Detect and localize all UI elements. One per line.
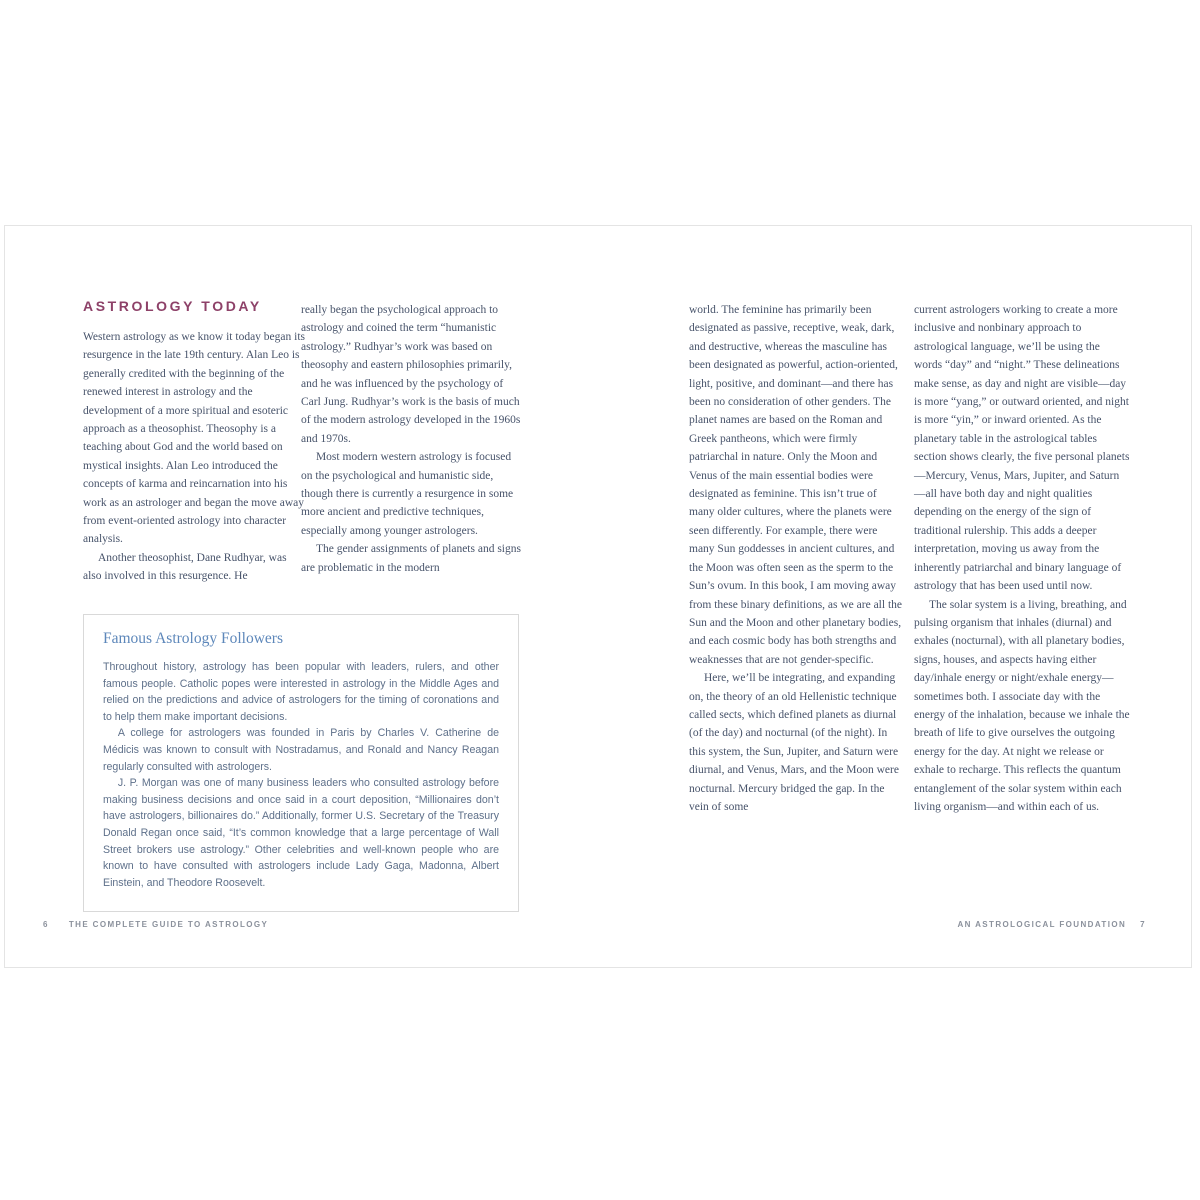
running-footer-title: AN ASTROLOGICAL FOUNDATION bbox=[957, 920, 1127, 929]
paragraph: Most modern western astrology is focused on the psychological and humanistic side, though there is currently a resurgence in some more ancient and predictive techniques, especially among younger astrologers. bbox=[301, 451, 514, 537]
left-column-2 bbox=[301, 301, 522, 577]
paragraph: A college for astrologers was founded in Paris by Charles V. Catherine de Médicis was known to consult with Nostradamus, and Ronald and Nancy Reagan regularly consulted with astrologers. bbox=[103, 727, 499, 773]
paragraph: Throughout history, astrology has been popular with leaders, rulers, and other famous people. Catholic popes were interested in astrology in the Middle Ages and relied on the predictions and advice of astrologers for the timing of coronations and to help them make important decisions. bbox=[103, 661, 499, 723]
paragraph: The solar system is a living, breathing, and pulsing organism that inhales (diurnal) and exhales (nocturnal), with all planetary bodies, signs, houses, and aspects having either day/inhale energy or night/exhale energy—sometimes both. I associate day with the energy of the inhalation, because we inhale the breath of life to give ourselves the outgoing energy for the day. At night we release or exhale to recharge. This reflects the quantum entanglement of the solar system within each living organism—and within each of us. bbox=[914, 598, 1130, 813]
famous-followers-box bbox=[83, 614, 519, 912]
book-spread bbox=[4, 225, 1192, 968]
paragraph: current astrologers working to create a more inclusive and nonbinary approach to astrological language, we’ll be using the words “day” and “night.” These delineations make sense, as day and night are visible—day is more “yang,” or outward oriented, and night is more “yin,” or inward oriented. As the planetary table in the astrological tables section shows clearly, the five personal planets—Mercury, Venus, Mars, Jupiter, and Saturn—all have both day and night qualities depending on the energy of the sign of traditional rulership. This adds a deeper interpretation, moving us away from the inherently patriarchal and binary language of astrology that has been used until now. bbox=[914, 304, 1130, 593]
paragraph: J. P. Morgan was one of many business leaders who consulted astrology before making business decisions and once said in a court deposition, “Millionaires don’t have astrologers, billionaires do.” Additionally, former U.S. Secretary of the Treasury Donald Regan once said, “It’s common knowledge that a large percentage of Wall Street brokers use astrology.” Other celebrities and well-known people who are known to have consulted with astrologers include Lady Gaga, Madonna, Albert Einstein, and Theodore Roosevelt. bbox=[103, 777, 499, 889]
right-column-1 bbox=[689, 301, 904, 816]
right-running-footer bbox=[957, 920, 1146, 929]
left-running-footer bbox=[43, 920, 268, 929]
section-heading: ASTROLOGY TODAY bbox=[83, 298, 262, 314]
running-footer-title: THE COMPLETE GUIDE TO ASTROLOGY bbox=[68, 920, 269, 929]
paragraph: The gender assignments of planets and signs are problematic in the modern bbox=[301, 543, 521, 574]
box-body bbox=[103, 659, 499, 891]
page-number: 7 bbox=[1140, 920, 1146, 929]
box-heading: Famous Astrology Followers bbox=[103, 630, 283, 647]
paragraph: world. The feminine has primarily been designated as passive, receptive, weak, dark, and destructive, whereas the masculine has been designated as powerful, action-oriented, light, positive, and dominant—and there has been no consideration of other genders. The planet names are based on the Roman and Greek pantheons, which were firmly patriarchal in nature. Only the Moon and Venus of the main essential bodies were designated as feminine. This isn’t true of many older cultures, where the planets were seen differently. For example, there were many Sun goddesses in ancient cultures, and the Moon was often seen as the sperm to the Sun’s ovum. In this book, I am moving away from these binary definitions, as we are all the Sun and the Moon and other planetary bodies, and each cosmic body has both strengths and weaknesses that are not gender-specific. bbox=[689, 304, 902, 666]
paragraph: really began the psychological approach to astrology and coined the term “humanistic astrology.” Rudhyar’s work was based on theosophy and eastern philosophies primarily, and he was influenced by the psychology of Carl Jung. Rudhyar’s work is the basis of much of the modern astrology developed in the 1960s and 1970s. bbox=[301, 304, 521, 445]
right-column-2 bbox=[914, 301, 1130, 816]
left-column-1 bbox=[83, 328, 305, 586]
paragraph: Western astrology as we know it today began its resurgence in the late 19th century. Alan Leo is generally credited with the beginning of the renewed interest in astrology and the development of a more spiritual and esoteric approach as a theosophist. Theosophy is a teaching about God and the world based on mystical insights. Alan Leo introduced the concepts of karma and reincarnation into his work as an astrologer and began the move away from event-oriented astrology into character analysis. bbox=[83, 331, 305, 546]
paragraph: Here, we’ll be integrating, and expanding on, the theory of an old Hellenistic technique called sects, which defined planets as diurnal (of the day) and nocturnal (of the night). In this system, the Sun, Jupiter, and Saturn were diurnal, and Venus, Mars, and the Moon were nocturnal. Mercury bridged the gap. In the vein of some bbox=[689, 672, 899, 813]
paragraph: Another theosophist, Dane Rudhyar, was also involved in this resurgence. He bbox=[83, 551, 287, 583]
page-number: 6 bbox=[43, 920, 49, 929]
